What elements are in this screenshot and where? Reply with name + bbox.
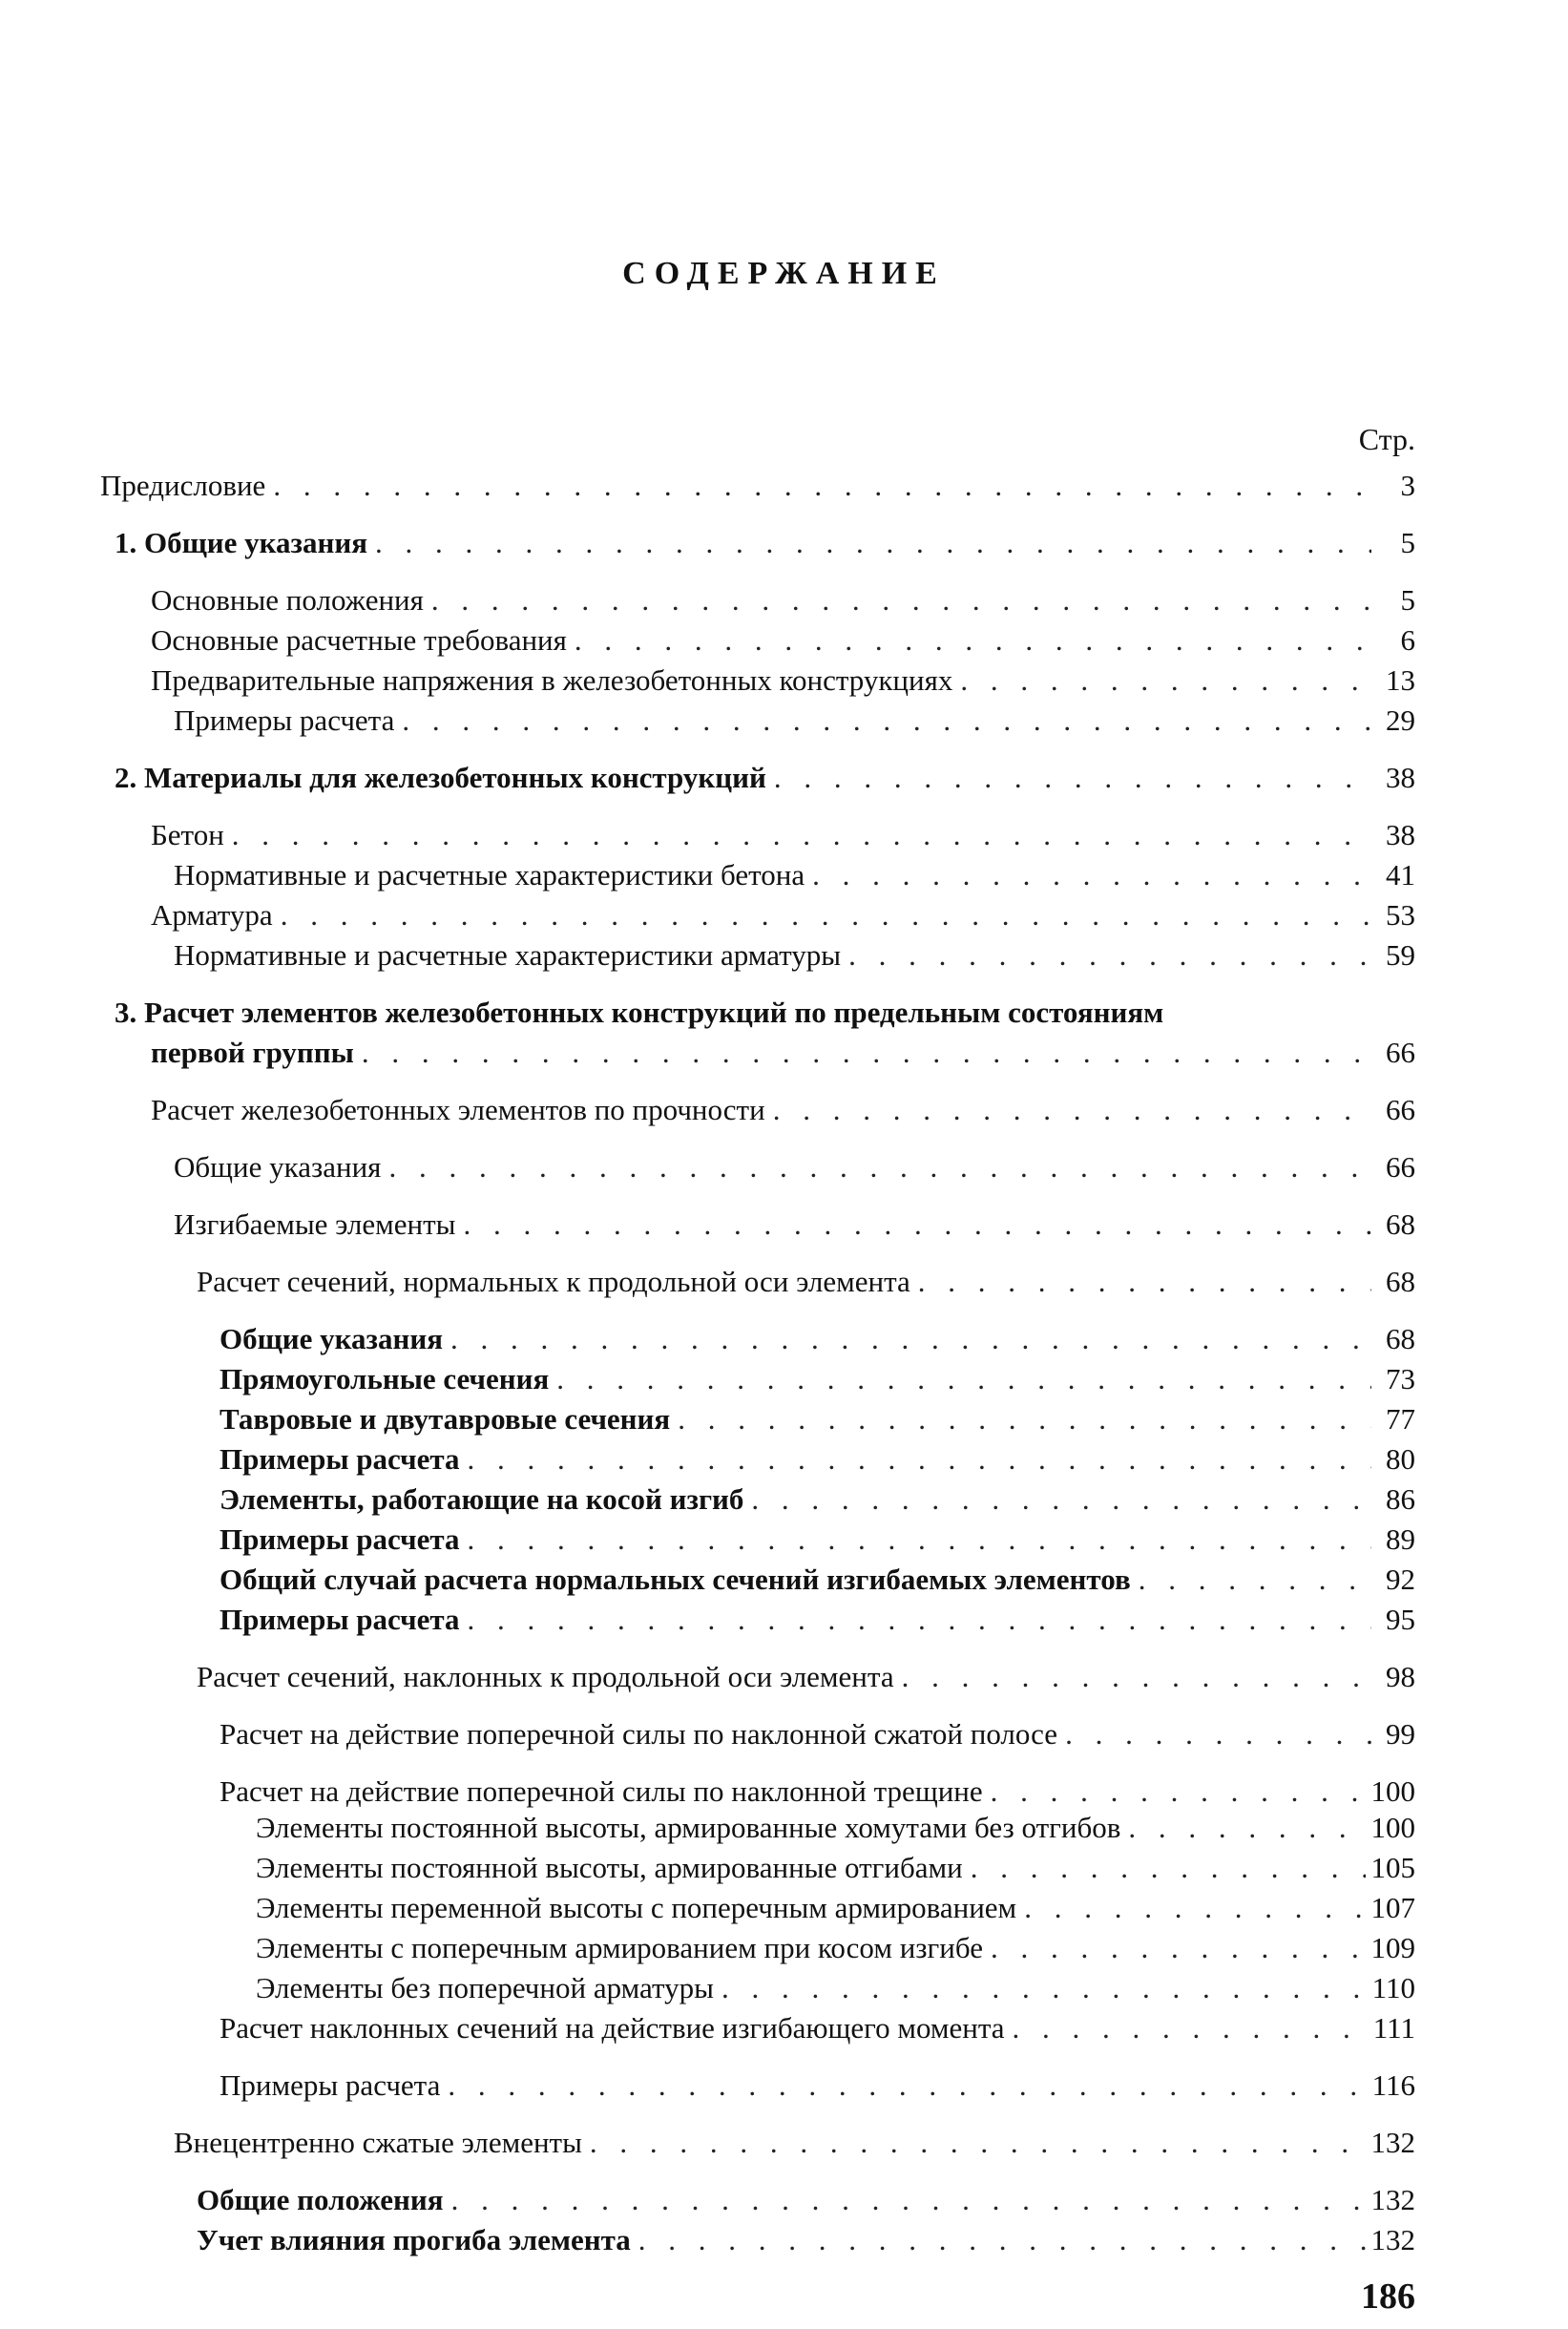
toc-entry-title: Арматура bbox=[151, 898, 273, 932]
toc-entry-page: 98 bbox=[1386, 1660, 1415, 1693]
toc-entry-page: 53 bbox=[1386, 898, 1415, 932]
toc-entry-page: 68 bbox=[1386, 1207, 1415, 1241]
toc-entry-page: 29 bbox=[1386, 703, 1415, 737]
toc-entry-title: Элементы, работающие на косой изгиб bbox=[220, 1482, 744, 1516]
toc-entry bbox=[197, 1264, 1415, 1300]
toc-entry bbox=[220, 1401, 1415, 1437]
toc-entry-page: 116 bbox=[1371, 2068, 1415, 2102]
dot-leader bbox=[638, 2222, 1366, 2258]
toc-entry-title: Расчет наклонных сечений на действие изгибающего момента bbox=[220, 2011, 1005, 2045]
toc-entry-title: 1. Общие указания bbox=[115, 526, 367, 559]
toc-entry bbox=[197, 2222, 1415, 2258]
dot-leader bbox=[388, 1149, 1371, 1185]
toc-entry-page: 107 bbox=[1370, 1891, 1415, 1924]
dot-leader bbox=[273, 468, 1371, 504]
dot-leader bbox=[450, 1321, 1371, 1357]
toc-entry bbox=[151, 1092, 1415, 1128]
dot-leader bbox=[751, 1481, 1371, 1518]
toc-entry-page: 80 bbox=[1386, 1442, 1415, 1476]
toc-entry-title: первой группы bbox=[151, 1036, 354, 1069]
toc-entry bbox=[174, 1149, 1415, 1185]
toc-entry-page: 13 bbox=[1386, 663, 1415, 697]
dot-leader bbox=[971, 1850, 1366, 1886]
toc-entry bbox=[115, 995, 1415, 1031]
toc-entry-title: Общие указания bbox=[220, 1322, 443, 1355]
toc-entry-page: 66 bbox=[1386, 1093, 1415, 1126]
toc-entry bbox=[151, 1035, 1415, 1071]
toc-entry-page: 38 bbox=[1386, 818, 1415, 851]
toc-entry bbox=[197, 1659, 1415, 1695]
toc-entry-page: 95 bbox=[1386, 1603, 1415, 1636]
toc-entry-title: Расчет сечений, наклонных к продольной оси элемента bbox=[197, 1660, 894, 1693]
dot-leader bbox=[1013, 2010, 1368, 2046]
toc-entry-title: Нормативные и расчетные характеристики арматуры bbox=[174, 938, 842, 972]
toc-entry bbox=[197, 2182, 1415, 2218]
toc-entry-title: Примеры расчета bbox=[174, 703, 395, 737]
toc-entry-title: Элементы с поперечным армированием при косом изгибе bbox=[256, 1931, 983, 1964]
dot-leader bbox=[468, 1602, 1371, 1638]
toc-entry-page: 68 bbox=[1386, 1265, 1415, 1298]
toc-entry-page: 66 bbox=[1386, 1150, 1415, 1184]
toc-entry-page: 100 bbox=[1370, 1811, 1415, 1844]
toc-entry-page: 6 bbox=[1400, 623, 1415, 657]
toc-entry bbox=[220, 1602, 1415, 1638]
toc-entry-title: Нормативные и расчетные характеристики бетона bbox=[174, 858, 805, 892]
toc-entry-page: 77 bbox=[1386, 1402, 1415, 1436]
toc-entry-title: Учет влияния прогиба элемента bbox=[197, 2223, 631, 2256]
toc-entry-page: 5 bbox=[1400, 526, 1415, 559]
toc-entry bbox=[115, 525, 1415, 561]
toc-entry bbox=[220, 1521, 1415, 1558]
dot-leader bbox=[431, 582, 1371, 619]
toc-entry bbox=[174, 2125, 1415, 2161]
dot-leader bbox=[721, 1970, 1367, 2006]
toc-entry bbox=[174, 857, 1415, 893]
toc-entry-page: 73 bbox=[1386, 1362, 1415, 1395]
toc-entry-title: Основные положения bbox=[151, 583, 424, 617]
toc-entry bbox=[174, 1206, 1415, 1243]
toc-entry-title: Изгибаемые элементы bbox=[174, 1207, 456, 1241]
dot-leader bbox=[556, 1361, 1371, 1397]
dot-leader bbox=[402, 703, 1371, 739]
toc-entry-title: Элементы переменной высоты с поперечным армированием bbox=[256, 1891, 1017, 1924]
toc-entry-title: Прямоугольные сечения bbox=[220, 1362, 550, 1395]
toc-entry bbox=[220, 2067, 1415, 2104]
toc-entry-title: Расчет на действие поперечной силы по наклонной сжатой полосе bbox=[220, 1717, 1058, 1751]
toc-entry-page: 132 bbox=[1370, 2126, 1415, 2159]
toc-entry bbox=[115, 760, 1415, 796]
toc-entry-page: 109 bbox=[1370, 1931, 1415, 1964]
dot-leader bbox=[812, 857, 1371, 893]
toc-entry bbox=[220, 1481, 1415, 1518]
dot-leader bbox=[991, 1930, 1366, 1966]
toc-entry bbox=[256, 1930, 1415, 1966]
toc-entry-page: 110 bbox=[1371, 1971, 1415, 2004]
toc-entry-page: 86 bbox=[1386, 1482, 1415, 1516]
page-number: 186 bbox=[1361, 2277, 1415, 2317]
toc-entry-page: 100 bbox=[1370, 1774, 1415, 1808]
toc-entry-page: 66 bbox=[1386, 1036, 1415, 1069]
dot-leader bbox=[362, 1035, 1371, 1071]
toc-entry-page: 89 bbox=[1386, 1522, 1415, 1556]
toc-entry bbox=[100, 468, 1415, 504]
toc-entry-title: Примеры расчета bbox=[220, 1522, 460, 1556]
dot-leader bbox=[678, 1401, 1371, 1437]
toc-entry bbox=[220, 1562, 1415, 1598]
toc-entry bbox=[220, 2010, 1415, 2046]
toc-entry-page: 3 bbox=[1400, 469, 1415, 502]
dot-leader bbox=[451, 2182, 1366, 2218]
dot-leader bbox=[590, 2125, 1366, 2161]
toc-entry-title: Примеры расчета bbox=[220, 1603, 460, 1636]
toc-entry-title: Расчет сечений, нормальных к продольной оси элемента bbox=[197, 1265, 910, 1298]
toc-entry-title: Примеры расчета bbox=[220, 2068, 441, 2102]
dot-leader bbox=[902, 1659, 1371, 1695]
toc-entry-title: Предварительные напряжения в железобетонных конструкциях bbox=[151, 663, 953, 697]
toc-entry-title: Бетон bbox=[151, 818, 224, 851]
toc-entry bbox=[220, 1321, 1415, 1357]
toc-entry bbox=[220, 1716, 1415, 1752]
toc-entry-page: 105 bbox=[1370, 1851, 1415, 1884]
toc-entry-title: Примеры расчета bbox=[220, 1442, 460, 1476]
dot-leader bbox=[448, 2067, 1366, 2104]
dot-leader bbox=[464, 1206, 1372, 1243]
toc-entry bbox=[151, 662, 1415, 699]
toc-entry bbox=[256, 1890, 1415, 1926]
toc-entry bbox=[256, 1810, 1415, 1846]
toc-entry-page: 111 bbox=[1372, 2011, 1415, 2045]
page-column-header: Стр. bbox=[1358, 422, 1415, 456]
toc-entry-title: Общий случай расчета нормальных сечений изгибаемых элементов bbox=[220, 1563, 1131, 1596]
toc-entry-title: Расчет железобетонных элементов по прочности bbox=[151, 1093, 765, 1126]
dot-leader bbox=[281, 897, 1371, 934]
toc-entry-page: 132 bbox=[1370, 2223, 1415, 2256]
dot-leader bbox=[1024, 1890, 1365, 1926]
toc-entry-title: Элементы постоянной высоты, армированные отгибами bbox=[256, 1851, 963, 1884]
toc-entry-title: 2. Материалы для железобетонных конструкций bbox=[115, 761, 766, 794]
toc-entry-title: Элементы без поперечной арматуры bbox=[256, 1971, 714, 2004]
dot-leader bbox=[991, 1773, 1366, 1810]
toc-entry-title: 3. Расчет элементов железобетонных конструкций по предельным состояниям bbox=[115, 996, 1164, 1029]
toc-entry-page: 99 bbox=[1386, 1717, 1415, 1751]
toc-entry-title: Внецентренно сжатые элементы bbox=[174, 2126, 582, 2159]
toc-entry-title: Общие положения bbox=[197, 2183, 444, 2216]
toc-entry-page: 132 bbox=[1370, 2183, 1415, 2216]
toc-entry-title: Предисловие bbox=[100, 469, 266, 502]
toc-entry bbox=[256, 1970, 1415, 2006]
toc-entry-title: Тавровые и двутавровые сечения bbox=[220, 1402, 671, 1436]
toc-entry bbox=[174, 703, 1415, 739]
toc-entry bbox=[256, 1850, 1415, 1886]
toc-entry-title: Элементы постоянной высоты, армированные хомутами без отгибов bbox=[256, 1811, 1121, 1844]
toc-entry-page: 41 bbox=[1386, 858, 1415, 892]
toc-entry-title: Основные расчетные требования bbox=[151, 623, 567, 657]
toc-entry bbox=[151, 582, 1415, 619]
toc-entry bbox=[220, 1361, 1415, 1397]
toc-entry bbox=[220, 1441, 1415, 1478]
page-title: СОДЕРЖАНИЕ bbox=[622, 256, 946, 291]
toc-entry-page: 68 bbox=[1386, 1322, 1415, 1355]
dot-leader bbox=[468, 1441, 1371, 1478]
toc-entry bbox=[151, 817, 1415, 853]
toc-entry bbox=[151, 622, 1415, 659]
dot-leader bbox=[848, 937, 1371, 974]
dot-leader bbox=[960, 662, 1371, 699]
dot-leader bbox=[1065, 1716, 1371, 1752]
toc-entry bbox=[174, 937, 1415, 974]
toc-entry-page: 59 bbox=[1386, 938, 1415, 972]
toc-entry-title: Расчет на действие поперечной силы по наклонной трещине bbox=[220, 1774, 983, 1808]
dot-leader bbox=[1128, 1810, 1365, 1846]
dot-leader bbox=[773, 1092, 1371, 1128]
toc-entry-page: 38 bbox=[1386, 761, 1415, 794]
dot-leader bbox=[774, 760, 1371, 796]
toc-entry-page: 92 bbox=[1386, 1563, 1415, 1596]
toc-entry-title: Общие указания bbox=[174, 1150, 382, 1184]
dot-leader bbox=[575, 622, 1371, 659]
dot-leader bbox=[1139, 1562, 1371, 1598]
toc-entry-page: 5 bbox=[1400, 583, 1415, 617]
toc-entry bbox=[220, 1773, 1415, 1810]
toc-entry bbox=[151, 897, 1415, 934]
dot-leader bbox=[375, 525, 1371, 561]
dot-leader bbox=[918, 1264, 1371, 1300]
dot-leader bbox=[468, 1521, 1371, 1558]
dot-leader bbox=[232, 817, 1371, 853]
